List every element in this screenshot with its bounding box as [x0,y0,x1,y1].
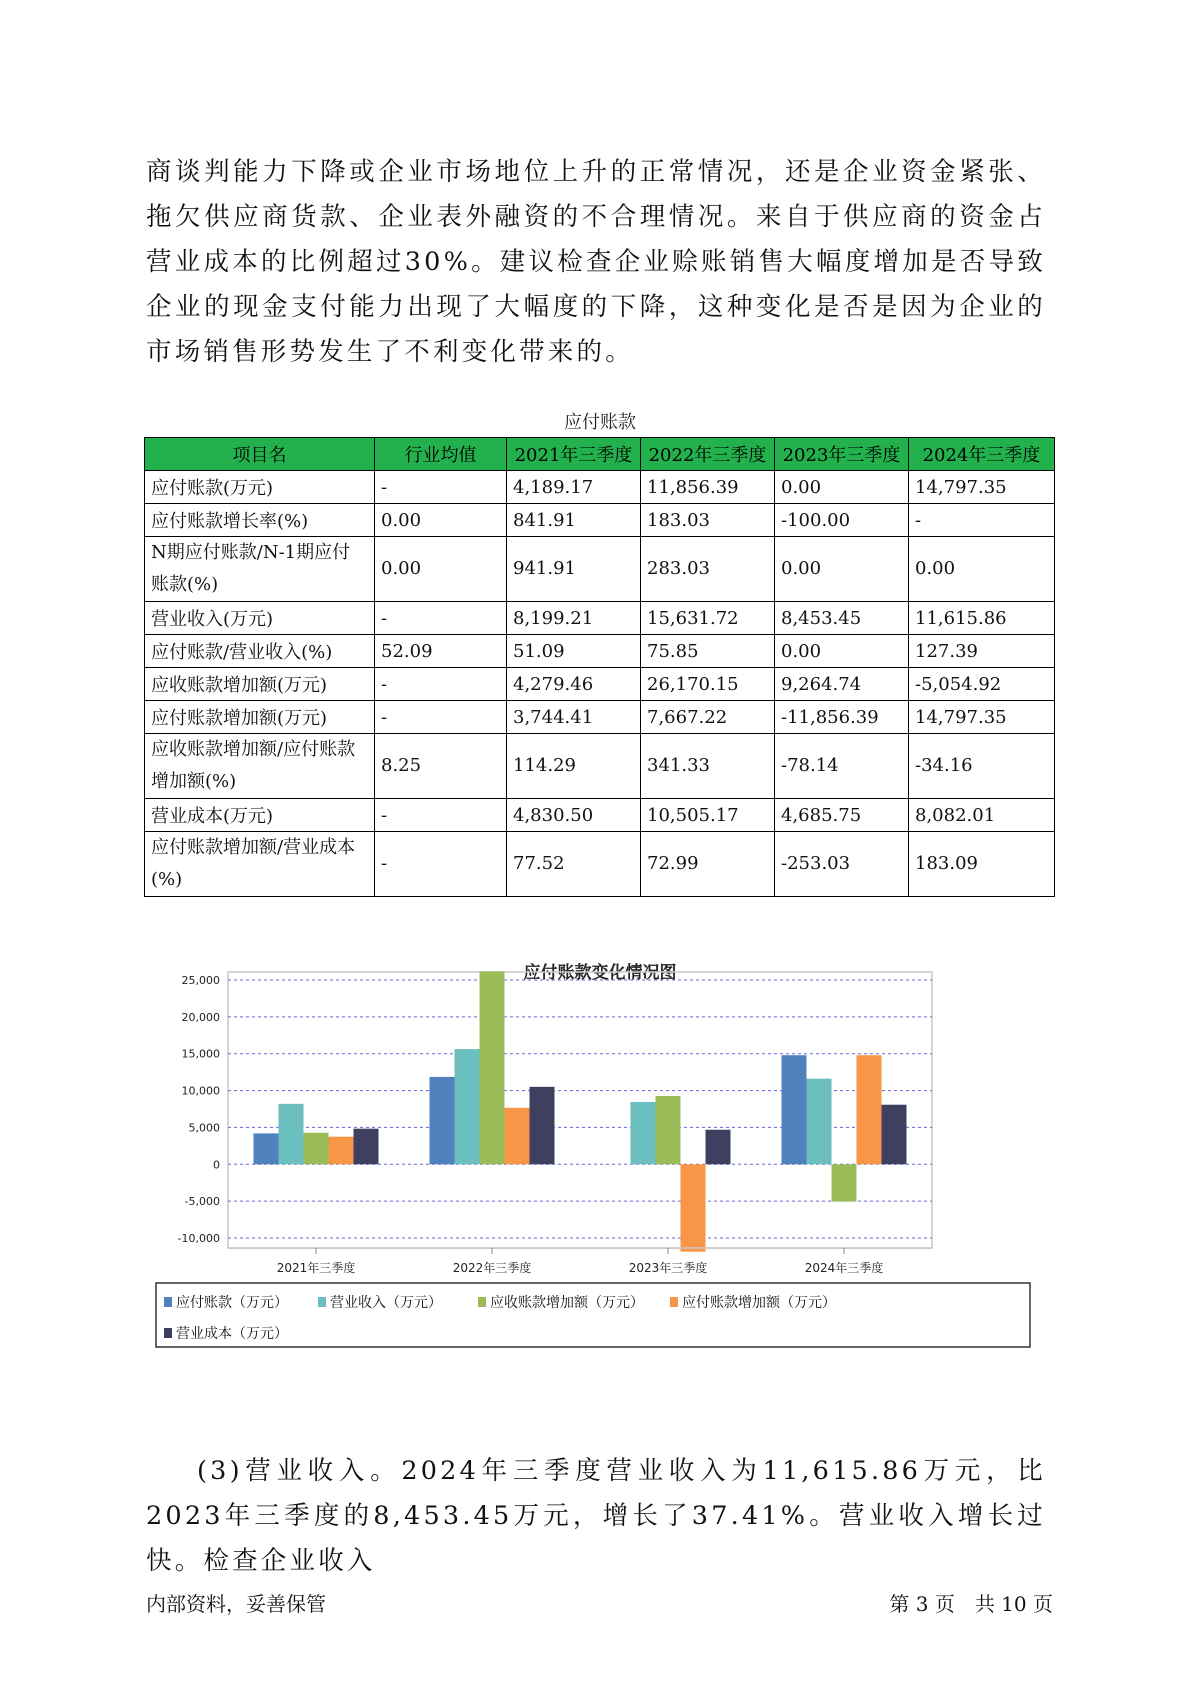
table-row [145,537,1055,602]
bar [530,1087,555,1164]
bar [882,1105,907,1165]
bar-series-layer [254,971,907,1251]
table-cell: -78.14 [775,734,909,799]
bar [807,1079,832,1165]
header-2022q3: 2022年三季度 [641,438,775,471]
table-cell: - [375,799,507,832]
table-row [145,799,1055,832]
row-label: 应付账款/营业收入(%) [145,635,375,668]
x-tick-label: 2022年三季度 [452,1261,532,1275]
table-cell: 26,170.15 [641,668,775,701]
table-cell: 8.25 [375,734,507,799]
x-tick-label: 2023年三季度 [628,1261,708,1275]
header-item-name: 项目名 [145,438,375,471]
table-cell: 0.00 [375,537,507,602]
chart-legend [156,1283,1030,1347]
bar [430,1077,455,1164]
legend-swatch [478,1297,486,1307]
bar [480,971,505,1164]
table-cell: 14,797.35 [909,701,1055,734]
y-axis-tick-labels [178,974,220,1245]
bar [329,1137,354,1165]
table-cell: 11,856.39 [641,471,775,504]
table-cell: 183.03 [641,504,775,537]
row-label: 营业成本(万元) [145,799,375,832]
row-label: 应收账款增加额(万元) [145,668,375,701]
row-label: 应付账款增加额(万元) [145,701,375,734]
revenue-paragraph: (3)营业收入。2024年三季度营业收入为11,615.86万元，比2023年三季度的8,453.45万元，增长了37.41%。营业收入增长过快。检查企业收入 [146,1456,1046,1576]
table-cell: 341.33 [641,734,775,799]
table-row [145,832,1055,897]
legend-entry: 应收账款增加额（万元） [490,1295,644,1311]
legend-entry: 应付账款增加额（万元） [682,1295,836,1311]
table-cell: 0.00 [375,504,507,537]
table-cell: 0.00 [775,635,909,668]
table-cell: 8,199.21 [507,602,641,635]
x-axis-tick-labels [228,1248,932,1275]
table-cell: 3,744.41 [507,701,641,734]
table-cell: 8,082.01 [909,799,1055,832]
bar [304,1133,329,1165]
footer-page-number: 第 3 页 共 10 页 [889,1592,1053,1616]
table-cell: 72.99 [641,832,775,897]
legend-entry: 营业成本（万元） [176,1326,288,1342]
bar [681,1164,706,1251]
x-tick-label: 2021年三季度 [276,1261,356,1275]
intro-paragraph: 商谈判能力下降或企业市场地位上升的正常情况，还是企业资金紧张、拖欠供应商货款、企业表外融资的不合理情况。来自于供应商的资金占营业成本的比例超过30%。建议检查企业赊账销售大幅度增加是否导致企业的现金支付能力出现了大幅度的下降，这种变化是否是因为企业的市场销售形势发生了不利变化带来的。 [146,157,1046,367]
table-cell: - [909,504,1055,537]
table-cell: 4,685.75 [775,799,909,832]
table-cell: 127.39 [909,635,1055,668]
table-cell: - [375,602,507,635]
table-cell: 4,279.46 [507,668,641,701]
table-cell: 15,631.72 [641,602,775,635]
table-cell: -11,856.39 [775,701,909,734]
bar [782,1055,807,1164]
table-cell: 0.00 [775,537,909,602]
table-cell: 9,264.74 [775,668,909,701]
table-cell: 10,505.17 [641,799,775,832]
legend-swatch [164,1328,172,1338]
row-label: 应付账款增加额/营业成本(%) [145,832,375,897]
table-cell: 841.91 [507,504,641,537]
table-cell: 51.09 [507,635,641,668]
y-tick-label: 5,000 [188,1121,220,1135]
table-row [145,734,1055,799]
bar [254,1133,279,1164]
y-tick-label: 20,000 [181,1010,220,1024]
y-tick-label: -10,000 [177,1232,220,1245]
accounts-payable-table [144,437,1055,897]
table-cell: - [375,668,507,701]
y-tick-label: 15,000 [181,1047,220,1061]
table-cell: 283.03 [641,537,775,602]
header-2023q3: 2023年三季度 [775,438,909,471]
table-cell: 8,453.45 [775,602,909,635]
y-tick-label: 0 [213,1158,220,1172]
legend-swatch [318,1297,326,1307]
header-industry-avg: 行业均值 [375,438,507,471]
table-cell: 114.29 [507,734,641,799]
bar [505,1108,530,1165]
table-cell: 0.00 [775,471,909,504]
legend-entry: 营业收入（万元） [330,1295,442,1311]
table-row [145,668,1055,701]
table-row [145,701,1055,734]
bar [857,1055,882,1164]
row-label: 应付账款(万元) [145,471,375,504]
table-cell: 4,189.17 [507,471,641,504]
table-caption: 应付账款 [564,412,636,433]
bar [631,1102,656,1164]
table-cell: 183.09 [909,832,1055,897]
bar [279,1104,304,1164]
table-cell: - [375,471,507,504]
legend-swatch [670,1297,678,1307]
row-label: N期应付账款/N-1期应付账款(%) [145,537,375,602]
bar [455,1049,480,1164]
row-label: 应付账款增长率(%) [145,504,375,537]
table-cell: - [375,832,507,897]
x-tick-label: 2024年三季度 [804,1261,884,1275]
table-cell: -5,054.92 [909,668,1055,701]
table-cell: 75.85 [641,635,775,668]
bar-chart [140,950,1060,1390]
table-cell: 4,830.50 [507,799,641,832]
table-row [145,504,1055,537]
table-cell: 77.52 [507,832,641,897]
y-tick-label: 25,000 [181,974,220,987]
footer-confidential-note: 内部资料，妥善保管 [146,1592,326,1616]
legend-swatch [164,1297,172,1307]
table-cell: 941.91 [507,537,641,602]
table-cell: 52.09 [375,635,507,668]
table-row [145,471,1055,504]
header-2021q3: 2021年三季度 [507,438,641,471]
table-row [145,602,1055,635]
bar [354,1129,379,1165]
table-row [145,635,1055,668]
chart-title: 应付账款变化情况图 [523,963,677,983]
legend-entry: 应付账款（万元） [176,1295,288,1311]
bar [706,1130,731,1165]
y-tick-label: 10,000 [181,1084,220,1098]
table-cell: 0.00 [909,537,1055,602]
table-header-row [145,438,1055,471]
bar [656,1096,681,1164]
table-cell: -34.16 [909,734,1055,799]
table-cell: -100.00 [775,504,909,537]
table-cell: 7,667.22 [641,701,775,734]
header-2024q3: 2024年三季度 [909,438,1055,471]
table-cell: 11,615.86 [909,602,1055,635]
bar [832,1164,857,1201]
table-cell: 14,797.35 [909,471,1055,504]
row-label: 应收账款增加额/应付账款增加额(%) [145,734,375,799]
y-tick-label: -5,000 [184,1195,220,1209]
table-cell: - [375,701,507,734]
table-cell: -253.03 [775,832,909,897]
row-label: 营业收入(万元) [145,602,375,635]
